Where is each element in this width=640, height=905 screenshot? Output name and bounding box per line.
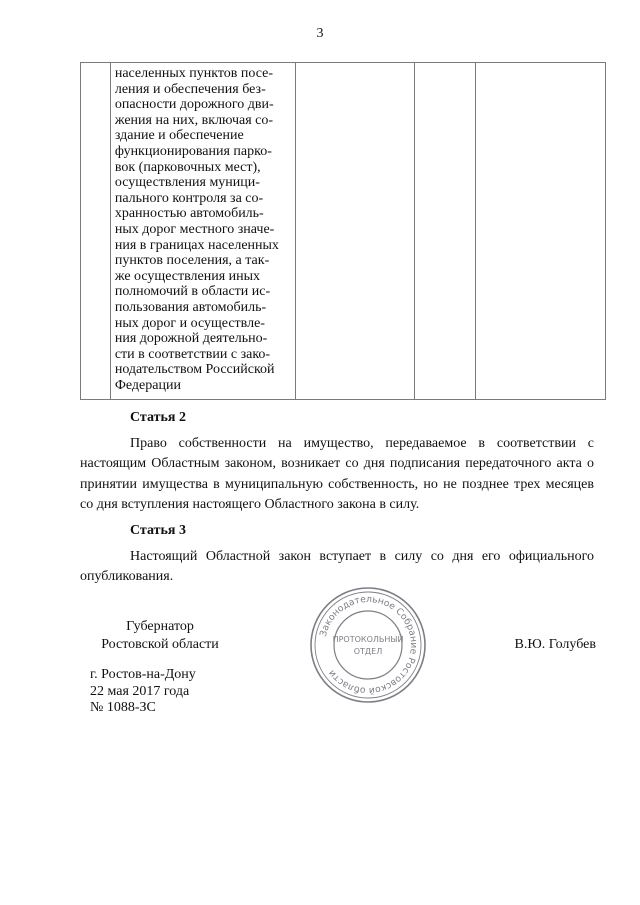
table-cell-line: функционирования парко-: [114, 143, 272, 159]
stamp-inner-ring: [334, 611, 402, 679]
signatory-title-line: Ростовской области: [101, 637, 219, 652]
table-cell-line: ния в границах населенных: [114, 237, 279, 253]
signatory-title-line: Губернатор: [126, 619, 194, 634]
table-cell-line: ния дорожной деятельно-: [114, 331, 268, 347]
signatory-name: В.Ю. Голубев: [514, 637, 596, 652]
table-cell-empty: [414, 63, 475, 400]
table-cell-line: же осуществления иных: [114, 268, 261, 284]
table-cell-empty: [295, 63, 414, 400]
page-number: 3: [316, 26, 324, 41]
table-cell-line: населенных пунктов посе-: [114, 66, 273, 81]
table-cell-line: осуществления муници-: [114, 175, 260, 191]
table-cell-line: здание и обеспечение: [114, 128, 244, 144]
table-cell-line: полномочий в области ис-: [114, 284, 271, 300]
table-cell-line: жения на них, включая со-: [114, 112, 274, 128]
article-heading: Статья 3: [130, 523, 186, 538]
stamp-outer-ring: [311, 588, 425, 702]
table-cell-line: хранностью автомобиль-: [114, 206, 264, 222]
law-number: № 1088-ЗС: [90, 700, 156, 715]
table-cell-line: пользования автомобиль-: [114, 299, 267, 315]
table-cell-line: пунктов поселения, а так-: [114, 253, 270, 269]
date: 22 мая 2017 года: [90, 683, 190, 699]
article-heading: Статья 2: [130, 410, 186, 425]
table-cell-line: ных дорог и осуществле-: [114, 315, 265, 331]
place: г. Ростов-на-Дону: [90, 667, 196, 682]
document-table: [80, 62, 606, 400]
article-3: [80, 521, 594, 588]
signatory-title: [82, 618, 238, 654]
official-stamp: [307, 584, 429, 706]
table-cell-text: [110, 63, 295, 400]
stamp-inner-text: ОТДЕЛ: [353, 647, 383, 656]
table-cell-line: пального контроля за со-: [114, 190, 264, 206]
stamp-inner-text: ПРОТОКОЛЬНЫЙ: [332, 635, 404, 644]
table-cell-line: сти в соответствии с зако-: [114, 346, 271, 362]
article-text: Настоящий Областной закон вступает в силу со дня его официального опубликования.: [80, 548, 594, 584]
article-text: Право собственности на имущество, передаваемое в соответствии с настоящим Областным законом, возникает со дня подписания передаточного акта о принятии имущества в муниципальную собственность, но не позднее трех месяцев со дня вступления настоящего Областного закона в силу.: [80, 435, 594, 512]
table-cell-line: ных дорог местного значе-: [114, 221, 275, 237]
stamp-outer-ring-inner: [315, 592, 421, 698]
table-cell-empty: [475, 63, 605, 400]
table-cell-line: опасности дорожного дви-: [114, 97, 274, 113]
table-cell-line: нодательством Российской: [114, 362, 275, 378]
place-date-block: [90, 667, 196, 717]
stamp-ring-text: Законодательное Собрание Ростовской области: [317, 593, 420, 697]
article-2: [80, 408, 594, 516]
table-row: [81, 63, 606, 400]
table-cell-line: вок (парковочных мест),: [114, 159, 261, 175]
table-cell-number: [81, 63, 111, 400]
table-cell-line: ления и обеспечения без-: [114, 81, 266, 97]
table-cell-line: Федерации: [114, 377, 181, 393]
table-cell-lines: [111, 63, 295, 399]
